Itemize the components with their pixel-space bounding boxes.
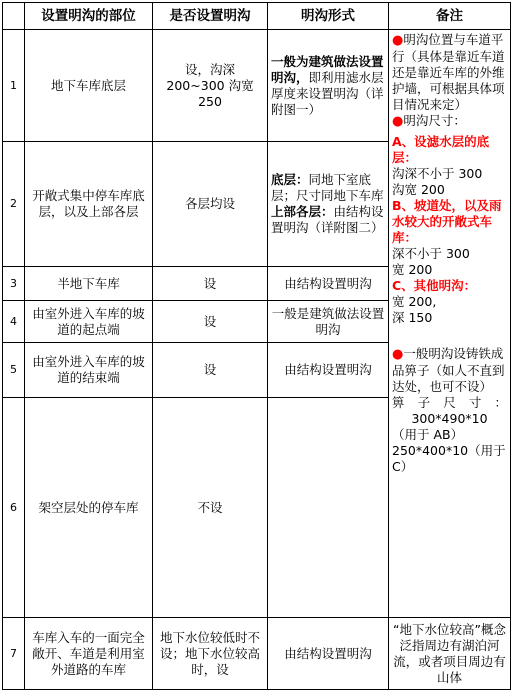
- note-text: 明沟尺寸：: [403, 113, 466, 128]
- note-a-line-2: 沟宽 200: [392, 182, 445, 197]
- grate-size-1: 300*490*10: [411, 411, 488, 426]
- trench-settings-table: [2, 2, 511, 690]
- form-text: 由结构设置明沟（详附图二）: [271, 204, 384, 235]
- form-text: 即利用滤水层厚度来设置明沟（详附图一）: [271, 69, 384, 117]
- note-a-title: A、设滤水层的底层：: [392, 134, 490, 165]
- location-cell: 由室外进入车库的坡道的起点端: [25, 301, 153, 343]
- row-number: 3: [3, 267, 25, 301]
- form-text: 同地下室底层；尺寸同地下车库: [271, 172, 384, 203]
- row-number: 4: [3, 301, 25, 343]
- form-cell: [268, 398, 389, 618]
- row-number: 1: [3, 30, 25, 142]
- spacer: [392, 326, 507, 346]
- note-paragraph-1: [392, 32, 507, 113]
- form-cell: 一般是建筑做法设置明沟: [268, 301, 389, 343]
- row-number: 6: [3, 398, 25, 618]
- note-paragraph-3: [392, 346, 507, 395]
- location-cell: 车库入车的一面完全敞开、车道是利用室外道路的车库: [25, 618, 153, 690]
- notes-cell: [389, 30, 511, 618]
- note-paragraph-2: [392, 113, 507, 130]
- grate-size-1-usage: （用于 AB）: [392, 427, 464, 442]
- location-cell: 开敞式集中停车库底层，以及上部各层: [25, 142, 153, 267]
- location-cell: 架空层处的停车库: [25, 398, 153, 618]
- note-b-title: B、坡道处，以及雨水较大的开敞式车库：: [392, 198, 502, 245]
- note-text: 明沟位置与车道平行（具体是靠近车道还是靠近车库的外维护墙，可根据具体项目情况来定）: [392, 32, 505, 112]
- form-cell: [268, 30, 389, 142]
- form-bold: 上部各层：: [271, 204, 334, 219]
- whether-cell: 设: [153, 267, 268, 301]
- header-index: [3, 3, 25, 30]
- whether-cell: 不设: [153, 398, 268, 618]
- whether-cell: 地下水位较低时不设；地下水位较高时，设: [153, 618, 268, 690]
- whether-cell: 设，沟深 200~300 沟宽 250: [153, 30, 268, 142]
- header-notes: 备注: [389, 3, 511, 30]
- header-whether: 是否设置明沟: [153, 3, 268, 30]
- header-form: 明沟形式: [268, 3, 389, 30]
- note-c-title: C、其他明沟：: [392, 278, 477, 293]
- note-text: 一般明沟设铸铁成品箅子（如人不直到达处，也可不设）: [392, 346, 505, 394]
- bullet-icon: ●: [392, 347, 404, 362]
- header-location: 设置明沟的部位: [25, 3, 153, 30]
- form-cell: 由结构设置明沟: [268, 618, 389, 690]
- location-cell: 地下车库底层: [25, 30, 153, 142]
- location-cell: 半地下车库: [25, 267, 153, 301]
- header-row: [3, 3, 511, 30]
- note-c-line-2: 深 150: [392, 310, 433, 325]
- grate-size-2: 250*400*10（用于C）: [392, 443, 506, 474]
- bullet-icon: ●: [392, 33, 404, 48]
- table-row: [3, 618, 511, 690]
- note-cell: “地下水位较高”概念泛指周边有湖泊河流，或者项目周边有山体: [389, 618, 511, 690]
- note-b-line-2: 宽 200: [392, 262, 433, 277]
- note-b-line-1: 深不小于 300: [392, 246, 470, 261]
- whether-cell: 设: [153, 301, 268, 343]
- table-row: [3, 30, 511, 142]
- form-cell: [268, 142, 389, 267]
- form-cell: 由结构设置明沟: [268, 343, 389, 398]
- row-number: 7: [3, 618, 25, 690]
- form-bold: 底层：: [271, 172, 309, 187]
- form-bold: 一般为建筑做法设置明沟，: [271, 53, 384, 85]
- note-c-line-1: 宽 200,: [392, 294, 437, 309]
- row-number: 2: [3, 142, 25, 267]
- row-number: 5: [3, 343, 25, 398]
- whether-cell: 各层均设: [153, 142, 268, 267]
- bullet-icon: ●: [392, 114, 404, 129]
- whether-cell: 设: [153, 343, 268, 398]
- grate-size-title: 箅 子 尺 寸 ：: [392, 395, 507, 410]
- location-cell: 由室外进入车库的坡道的结束端: [25, 343, 153, 398]
- note-a-line-1: 沟深不小于 300: [392, 166, 483, 181]
- form-cell: 由结构设置明沟: [268, 267, 389, 301]
